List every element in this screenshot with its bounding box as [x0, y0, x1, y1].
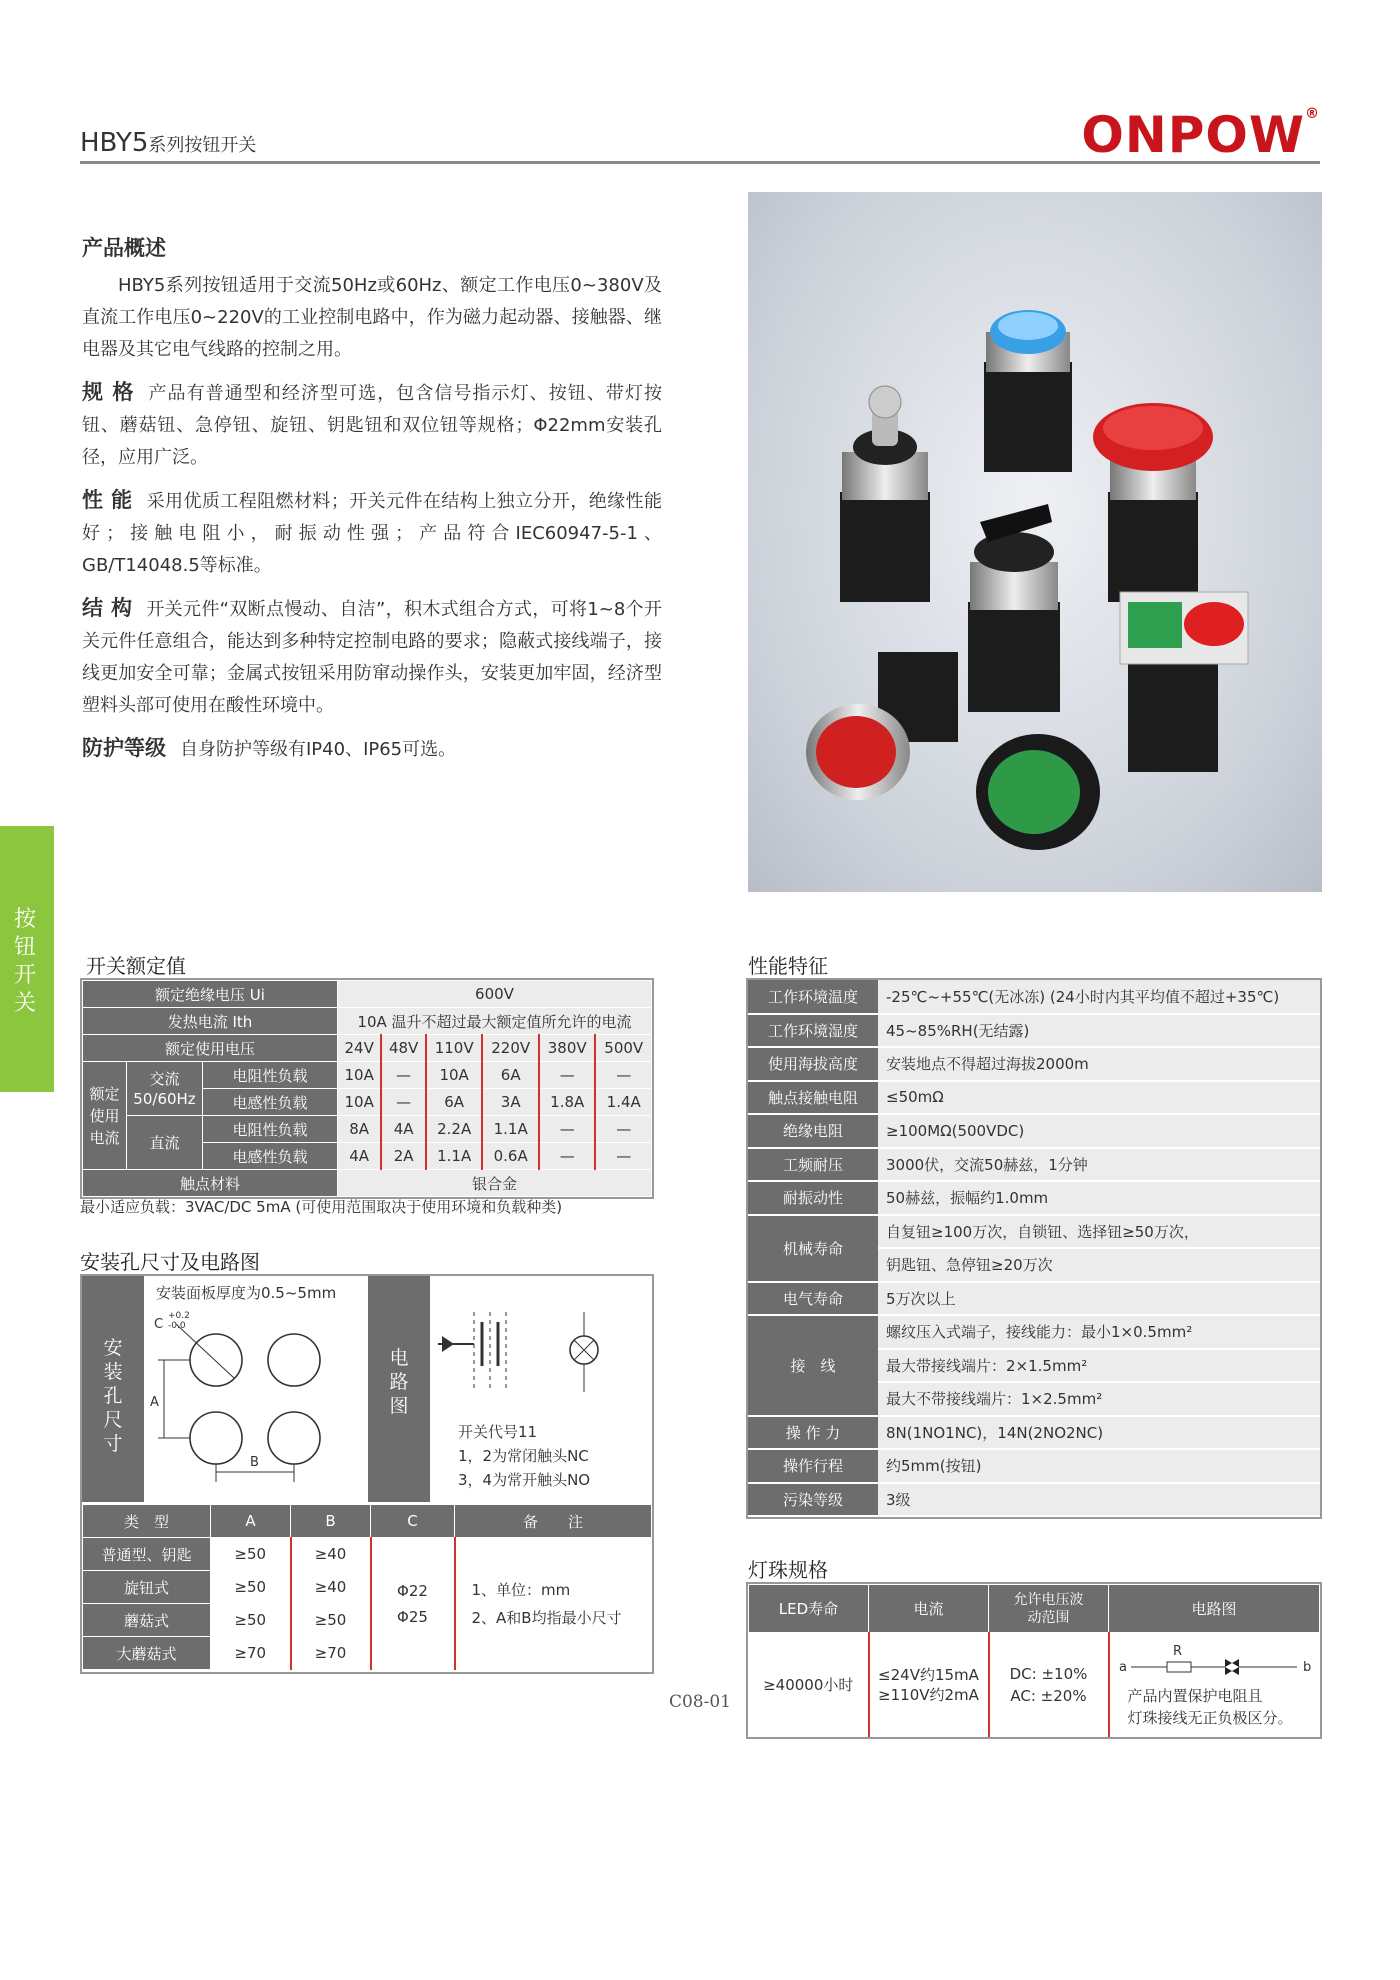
hole-size-table	[82, 1504, 652, 1670]
table-cell: 最大不带接线端片：1×2.5mm²	[878, 1382, 1320, 1416]
table-cell: 1.1A	[482, 1116, 539, 1143]
table-cell: —	[595, 1116, 651, 1143]
table-cell: 直流	[127, 1116, 203, 1170]
table-cell: 额定绝缘电压 Ui	[83, 981, 338, 1008]
green-plastic-button	[976, 734, 1100, 850]
table-cell: ≥50	[211, 1538, 291, 1571]
perf-paragraph: 性 能 采用优质工程阻燃材料；开关元件在结构上独立分开，绝缘性能好；接触电阻小，耐振动性强；产品符合IEC60947-5-1、GB/T14048.5等标准。	[82, 488, 663, 576]
table-cell: 2.2A	[426, 1116, 483, 1143]
table-cell: 蘑菇式	[83, 1604, 211, 1637]
table-row	[748, 1114, 1320, 1148]
table-cell: 10A	[426, 1062, 483, 1089]
table-cell: —	[595, 1143, 651, 1170]
product-overview	[82, 232, 662, 776]
page-title-sub: 系列按钮开关	[148, 135, 257, 156]
table-cell: 发热电流 Ith	[83, 1008, 338, 1035]
table-cell: ≥50	[291, 1604, 371, 1637]
table-cell: LED寿命	[749, 1585, 869, 1633]
table-cell: 耐振动性	[748, 1181, 878, 1215]
table-cell: 电阻性负载	[203, 1116, 338, 1143]
led-title: 灯珠规格	[748, 1558, 828, 1582]
table-cell: B	[291, 1505, 371, 1538]
table-cell: 1.8A	[539, 1089, 596, 1116]
table-cell: 机械寿命	[748, 1215, 878, 1282]
table-cell: 1.1A	[426, 1143, 483, 1170]
table-cell: 类 型	[83, 1505, 211, 1538]
table-cell: 600V	[337, 981, 651, 1008]
table-cell: 污染等级	[748, 1483, 878, 1517]
table-cell: 旋钮式	[83, 1571, 211, 1604]
table-row	[83, 1008, 652, 1035]
performance-table	[746, 978, 1322, 1519]
table-cell: ≤50mΩ	[878, 1081, 1320, 1115]
table-cell: Φ22 Φ25	[371, 1538, 455, 1670]
table-cell: 银合金	[337, 1170, 651, 1197]
rating-table	[80, 978, 654, 1199]
table-cell: 电流	[869, 1585, 989, 1633]
table-cell: 380V	[539, 1035, 596, 1062]
table-cell: 3级	[878, 1483, 1320, 1517]
table-cell: ≤24V约15mA ≥110V约2mA	[869, 1633, 989, 1737]
table-cell: ≥40	[291, 1571, 371, 1604]
push-buttons-illustration	[748, 192, 1322, 892]
tol-minus-label: -0.0	[168, 1321, 186, 1331]
spec-paragraph: 规 格 产品有普通型和经济型可选，包含信号指示灯、按钮、带灯按钮、蘑菇钮、急停钮、旋钮、钥匙钮和双位钮等规格；Φ22mm安装孔径，应用广泛。	[82, 380, 663, 468]
table-cell: -25℃~+55℃(无冰冻) (24小时内其平均值不超过+35℃)	[878, 980, 1320, 1014]
table-cell: —	[539, 1143, 596, 1170]
table-cell: 接 线	[748, 1315, 878, 1416]
table-cell: ≥50	[211, 1571, 291, 1604]
table-cell: 10A	[337, 1089, 381, 1116]
overview-text: HBY5系列按钮适用于交流50Hz或60Hz、额定工作电压0~380V及直流工作电压0~220V的工业控制电路中，作为磁力起动器、接触器、继电器及其它电气线路的控制之用。	[82, 275, 662, 360]
table-row	[83, 1538, 652, 1571]
table-cell: 10A	[337, 1062, 381, 1089]
table-cell: ≥70	[211, 1637, 291, 1670]
table-row	[748, 1047, 1320, 1081]
table-cell: 电感性负载	[203, 1089, 338, 1116]
dim-b-label: B	[250, 1455, 259, 1470]
circuit-label: 电路图	[368, 1276, 430, 1502]
tol-plus-label: +0.2	[168, 1311, 190, 1321]
table-cell: 交流 50/60Hz	[127, 1062, 203, 1116]
table-cell: 电气寿命	[748, 1282, 878, 1316]
performance-title: 性能特征	[748, 954, 828, 978]
table-row	[748, 1315, 1320, 1349]
table-row	[748, 1416, 1320, 1450]
overview-heading: 产品概述	[82, 236, 166, 260]
page-number: C08-01	[668, 1692, 731, 1712]
led-circuit-drawing	[1115, 1641, 1315, 1685]
table-cell: 50赫兹，振幅约1.0mm	[878, 1181, 1320, 1215]
red-flush-button	[806, 652, 958, 800]
table-row	[83, 1170, 652, 1197]
table-row	[749, 1585, 1320, 1633]
table-cell: 安装地点不得超过海拔2000m	[878, 1047, 1320, 1081]
rating-note: 最小适应负载：3VAC/DC 5mA (可使用范围取决于使用环境和负载种类)	[80, 1198, 563, 1216]
table-cell: 10A 温升不超过最大额定值所允许的电流	[337, 1008, 651, 1035]
table-cell: 使用海拔高度	[748, 1047, 878, 1081]
table-cell: 3000伏，交流50赫兹，1分钟	[878, 1148, 1320, 1182]
table-cell: 最大带接线端片：2×1.5mm²	[878, 1349, 1320, 1383]
table-cell: 6A	[482, 1062, 539, 1089]
table-cell: 2A	[381, 1143, 426, 1170]
table-cell: 备 注	[455, 1505, 652, 1538]
svg-text:R: R	[1172, 1643, 1182, 1659]
double-button	[1120, 592, 1248, 772]
table-cell: 大蘑菇式	[83, 1637, 211, 1670]
table-cell: 220V	[482, 1035, 539, 1062]
table-cell: 触点材料	[83, 1170, 338, 1197]
dim-c-label: C	[154, 1317, 164, 1332]
protect-paragraph: 防护等级 自身防护等级有IP40、IP65可选。	[82, 736, 457, 760]
table-cell: 工作环境湿度	[748, 1014, 878, 1048]
table-cell: C	[371, 1505, 455, 1538]
table-row	[748, 1483, 1320, 1517]
table-cell: 电阻性负载	[203, 1062, 338, 1089]
table-cell: 操 作 力	[748, 1416, 878, 1450]
key-switch	[840, 386, 930, 602]
table-row	[748, 1014, 1320, 1048]
table-cell: 螺纹压入式端子，接线能力：最小1×0.5mm²	[878, 1315, 1320, 1349]
table-cell: A	[211, 1505, 291, 1538]
table-cell: 110V	[426, 1035, 483, 1062]
table-cell: —	[595, 1062, 651, 1089]
table-cell: 电路图	[1109, 1585, 1320, 1633]
table-cell: 6A	[426, 1089, 483, 1116]
table-cell: 额定使用电压	[83, 1035, 338, 1062]
table-cell: a R b 产品内置保护电阻且 灯珠接线无正负极区分。	[1109, 1633, 1320, 1737]
blue-light-button	[984, 310, 1072, 472]
table-cell: 自复钮≥100万次，自锁钮、选择钮≥50万次，	[878, 1215, 1320, 1249]
page-header	[80, 106, 1320, 164]
hole-layout-drawing	[146, 1296, 346, 1501]
table-cell: 8A	[337, 1116, 381, 1143]
table-row	[748, 1181, 1320, 1215]
table-cell: 48V	[381, 1035, 426, 1062]
table-row	[83, 1035, 652, 1062]
panel-thickness-note: 安装面板厚度为0.5~5mm	[156, 1284, 337, 1302]
table-cell: ≥100MΩ(500VDC)	[878, 1114, 1320, 1148]
circuit-notes: 开关代号11 1，2为常闭触头NC 3，4为常开触头NO	[458, 1423, 591, 1489]
table-cell: 1、单位：mm 2、A和B均指最小尺寸	[455, 1538, 652, 1670]
install-diagram	[80, 1274, 654, 1674]
table-cell: 4A	[381, 1116, 426, 1143]
table-cell: DC: ±10% AC: ±20%	[989, 1633, 1109, 1737]
table-cell: —	[381, 1062, 426, 1089]
table-cell: 允许电压波动范围	[989, 1585, 1109, 1633]
table-cell: ≥40000小时	[749, 1633, 869, 1737]
table-row	[83, 1062, 652, 1089]
table-row	[748, 1148, 1320, 1182]
table-cell: 4A	[337, 1143, 381, 1170]
rating-title: 开关额定值	[86, 954, 186, 978]
page-title: HBY5系列按钮开关	[80, 128, 257, 158]
led-table	[746, 1582, 1322, 1739]
table-row	[748, 1081, 1320, 1115]
table-row	[748, 1282, 1320, 1316]
dim-a-label: A	[150, 1395, 159, 1410]
struct-paragraph: 结 构 开关元件“双断点慢动、自洁”，积木式组合方式，可将1~8个开关元件任意组合，能达到多种特定控制电路的要求；隐蔽式接线端子，接线更加安全可靠；金属式按钮采用防窜动操作头，安装更加牢固，经济型塑料头部可使用在酸性环境中。	[82, 596, 663, 716]
table-cell: —	[381, 1089, 426, 1116]
onpow-logo: ONPOW®	[1081, 106, 1320, 164]
hole-size-label: 安装孔尺寸	[82, 1276, 144, 1502]
side-tab-button-switch: 按钮开关	[0, 826, 54, 1092]
table-cell: 45~85%RH(无结露)	[878, 1014, 1320, 1048]
table-row	[748, 980, 1320, 1014]
install-title: 安装孔尺寸及电路图	[80, 1250, 260, 1274]
table-row	[748, 1449, 1320, 1483]
table-row	[83, 1116, 652, 1143]
svg-text:a: a	[1118, 1659, 1127, 1675]
table-cell: 普通型、钥匙	[83, 1538, 211, 1571]
table-cell: —	[539, 1116, 596, 1143]
table-cell: 绝缘电阻	[748, 1114, 878, 1148]
table-row	[83, 1505, 652, 1538]
product-photo	[748, 192, 1322, 892]
table-cell: 触点接触电阻	[748, 1081, 878, 1115]
table-cell: ≥70	[291, 1637, 371, 1670]
table-cell: ≥40	[291, 1538, 371, 1571]
table-cell: ≥50	[211, 1604, 291, 1637]
table-cell: 24V	[337, 1035, 381, 1062]
table-cell: 工作环境温度	[748, 980, 878, 1014]
red-mushroom-button	[1093, 403, 1213, 602]
selector-switch	[968, 504, 1060, 712]
table-cell: 500V	[595, 1035, 651, 1062]
table-cell: 0.6A	[482, 1143, 539, 1170]
svg-text:b: b	[1302, 1659, 1311, 1675]
table-cell: 约5mm(按钮)	[878, 1449, 1320, 1483]
table-row	[749, 1633, 1320, 1737]
table-cell: 电感性负载	[203, 1143, 338, 1170]
table-cell: 钥匙钮、急停钮≥20万次	[878, 1248, 1320, 1282]
table-cell: 3A	[482, 1089, 539, 1116]
table-cell: 工频耐压	[748, 1148, 878, 1182]
table-cell: 操作行程	[748, 1449, 878, 1483]
table-cell: 额定使用电流	[83, 1062, 127, 1170]
table-cell: 1.4A	[595, 1089, 651, 1116]
table-cell: —	[539, 1062, 596, 1089]
table-cell: 5万次以上	[878, 1282, 1320, 1316]
table-row	[83, 981, 652, 1008]
table-row	[748, 1215, 1320, 1249]
table-cell: 8N(1NO1NC)，14N(2NO2NC)	[878, 1416, 1320, 1450]
switch-circuit-drawing	[434, 1292, 644, 1422]
